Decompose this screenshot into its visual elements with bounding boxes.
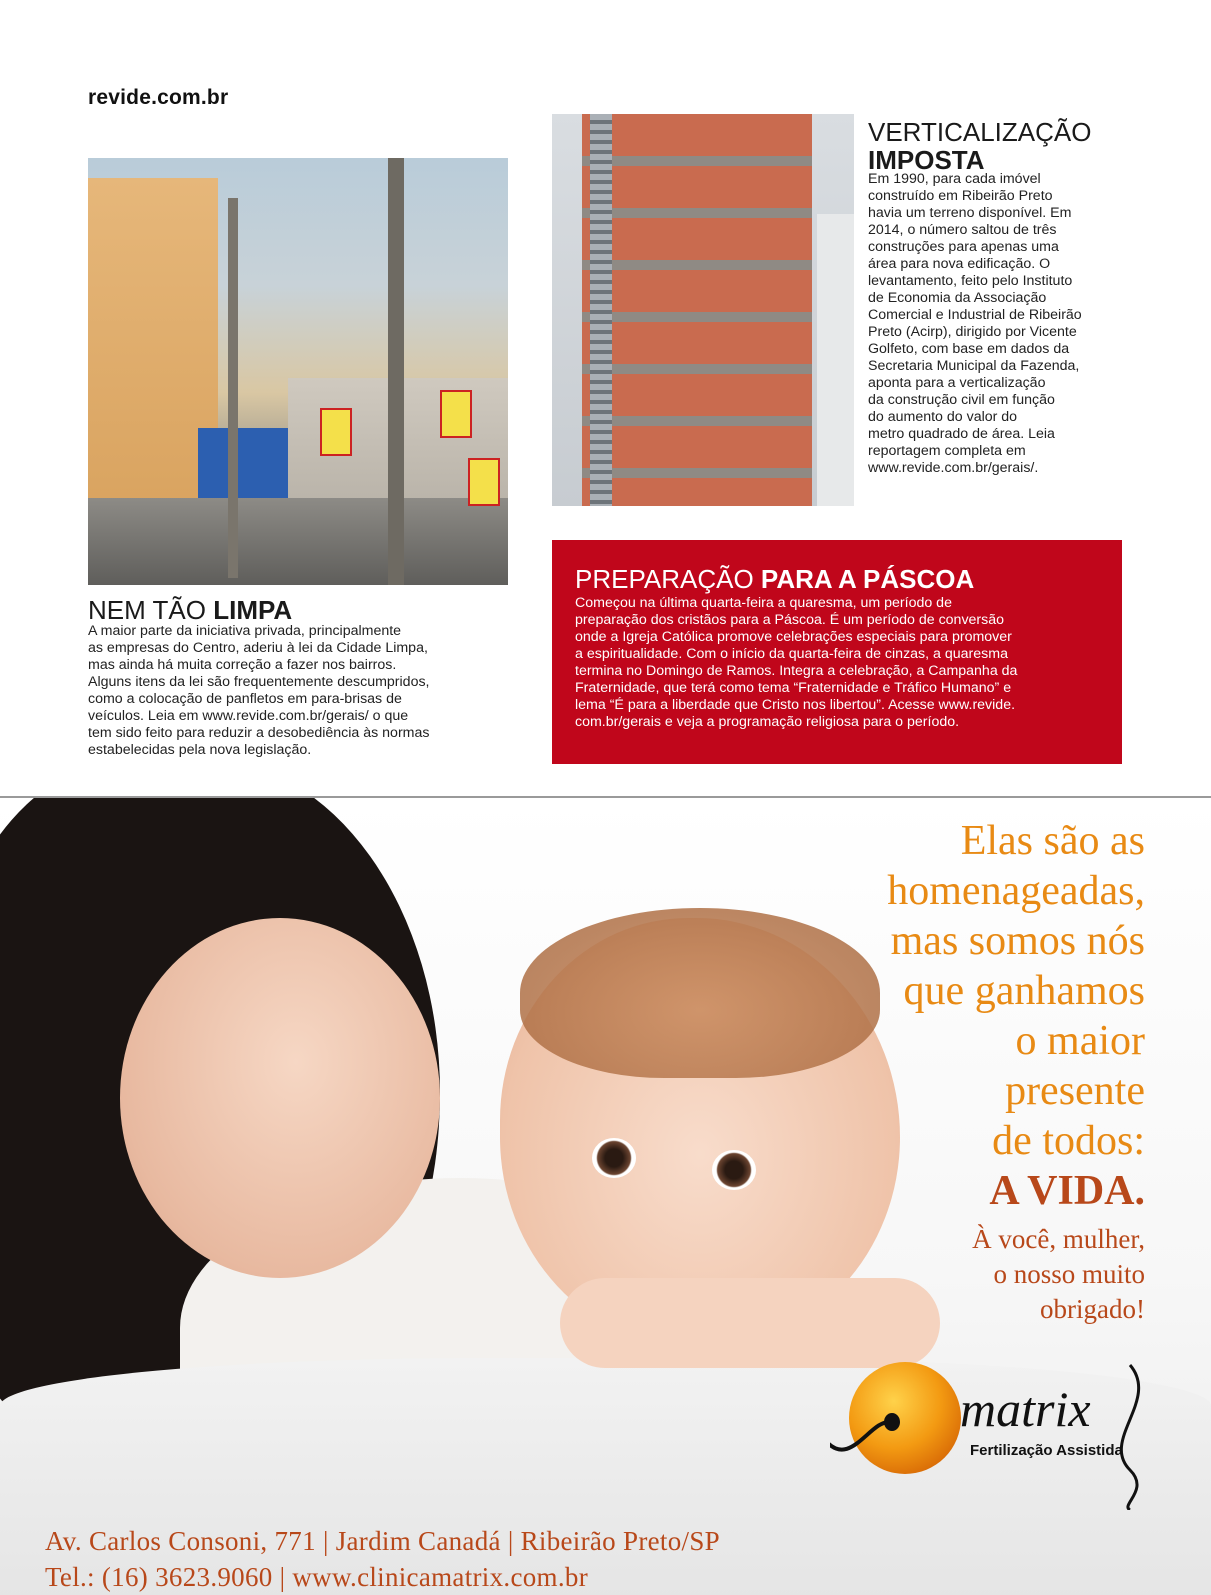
article-line: reportagem completa em	[868, 443, 1026, 459]
slogan-line: o maior	[1015, 1018, 1145, 1064]
article-line: da construção civil em função	[868, 392, 1055, 408]
slogan-line: que ganhamos	[903, 968, 1145, 1014]
matrix-brand: matrix	[960, 1381, 1091, 1437]
verticalizacao-body	[868, 171, 1168, 477]
article-line: como a colocação de panfletos em para-brisas de	[88, 691, 402, 707]
article-line: onde a Igreja Católica promove celebrações especiais para promover	[575, 629, 1012, 645]
clinic-address: Av. Carlos Consoni, 771 | Jardim Canadá | Ribeirão Preto/SP	[45, 1526, 720, 1556]
slogan-line: homenageadas,	[887, 868, 1145, 914]
article-line: Secretaria Municipal da Fazenda,	[868, 358, 1080, 374]
thanks-line: o nosso muito	[993, 1259, 1145, 1289]
article-line: termina no Domingo de Ramos. Integra a celebração, a Campanha da	[575, 663, 1018, 679]
article-line: Golfeto, com base em dados da	[868, 341, 1070, 357]
article-line: Começou na última quarta-feira a quaresma, um período de	[575, 595, 952, 611]
article-line: área para nova edificação. O	[868, 256, 1051, 272]
thanks-line: À você, mulher,	[972, 1224, 1145, 1254]
matrix-logo	[830, 1360, 1160, 1510]
mother-face	[120, 918, 440, 1278]
limpa-headline: NEM TÃO LIMPA	[88, 595, 293, 625]
article-line: preparação dos cristãos para a Páscoa. É um período de conversão	[575, 612, 1005, 628]
slogan-line: presente	[1005, 1068, 1145, 1114]
article-line: Em 1990, para cada imóvel	[868, 171, 1041, 187]
article-line: aponta para a verticalização	[868, 375, 1046, 391]
article-line: mas ainda há muita correção a fazer nos bairros.	[88, 657, 397, 673]
article-line: estabelecidas pela nova legislação.	[88, 742, 312, 758]
article-line: levantamento, feito pelo Instituto	[868, 273, 1073, 289]
article-line: A maior parte da iniciativa privada, principalmente	[88, 623, 402, 639]
article-line: veículos. Leia em www.revide.com.br/gerais/ o que	[88, 708, 409, 724]
article-line: metro quadrado de área. Leia	[868, 426, 1055, 442]
article-line: 2014, o número saltou de três	[868, 222, 1057, 238]
verticalizacao-headline: VERTICALIZAÇÃO IMPOSTA	[868, 117, 1092, 175]
article-line: com.br/gerais e veja a programação religiosa para o período.	[575, 714, 960, 730]
site-url: revide.com.br	[88, 86, 229, 109]
street-photo	[88, 158, 508, 585]
article-line: Comercial e Industrial de Ribeirão	[868, 307, 1082, 323]
article-line: as empresas do Centro, aderiu à lei da Cidade Limpa,	[88, 640, 428, 656]
article-line: lema “É para a liberdade que Cristo nos libertou”. Acesse www.revide.	[575, 697, 1016, 713]
limpa-body	[88, 623, 518, 759]
slogan-line: Elas são as	[960, 818, 1145, 864]
pascoa-headline: PREPARAÇÃO PARA A PÁSCOA	[575, 564, 975, 594]
article-line: Fraternidade, que terá como tema “Fraternidade e Tráfico Humano” e	[575, 680, 1012, 696]
baby-eye-left	[592, 1138, 636, 1178]
article-line: Preto (Acirp), dirigido por Vicente	[868, 324, 1077, 340]
article-line: Alguns itens da lei são frequentemente descumpridos,	[88, 674, 430, 690]
thanks-line: obrigado!	[1040, 1294, 1145, 1324]
pascoa-body	[575, 595, 1105, 731]
article-line: a espiritualidade. Com o início da quarta-feira de cinzas, a quaresma	[575, 646, 1008, 662]
clinic-contact: Tel.: (16) 3623.9060 | www.clinicamatrix.com.br	[45, 1562, 588, 1592]
ad-thanks	[825, 1222, 1145, 1327]
slogan-line: mas somos nós	[890, 918, 1145, 964]
article-line: www.revide.com.br/gerais/.	[868, 460, 1039, 476]
matrix-ad	[0, 798, 1211, 1595]
ad-slogan	[725, 816, 1145, 1216]
article-line: de Economia da Associação	[868, 290, 1047, 306]
article-line: construções para apenas uma	[868, 239, 1059, 255]
ad-slogan-emphasis: A VIDA.	[989, 1168, 1145, 1214]
construction-photo	[552, 114, 854, 506]
slogan-line: de todos:	[992, 1118, 1145, 1164]
article-line: construído em Ribeirão Preto	[868, 188, 1053, 204]
article-line: havia um terreno disponível. Em	[868, 205, 1072, 221]
article-line: do aumento do valor do	[868, 409, 1018, 425]
matrix-tagline: Fertilização Assistida	[970, 1442, 1123, 1459]
article-line: tem sido feito para reduzir a desobediência às normas	[88, 725, 430, 741]
pascoa-box	[552, 540, 1122, 764]
